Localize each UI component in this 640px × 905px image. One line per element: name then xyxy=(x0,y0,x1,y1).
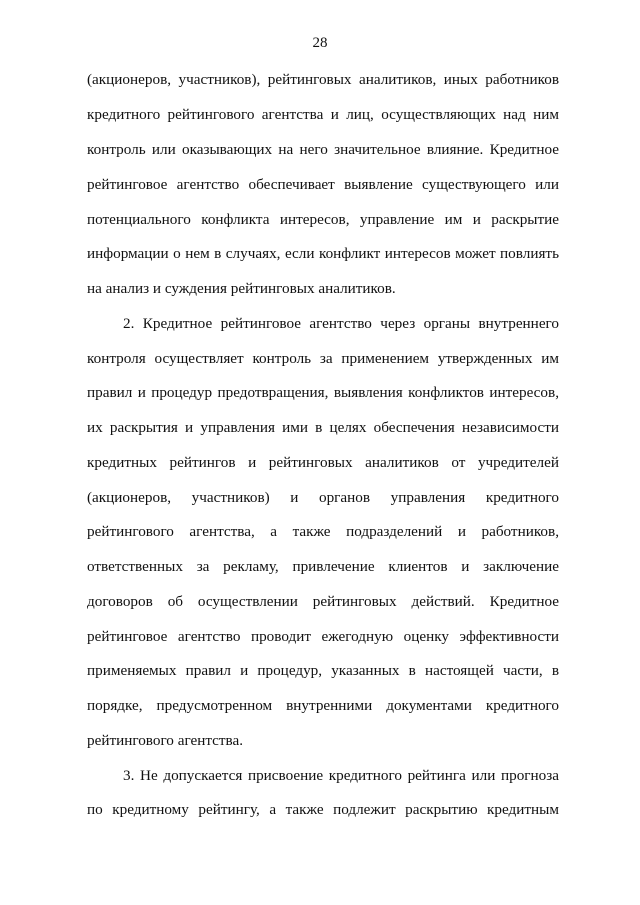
text-line-6: информации о нем в случаях, если конфликт интересов может повлиять xyxy=(87,245,559,262)
text-line-12: кредитных рейтингов и рейтинговых аналитиков от учредителей xyxy=(87,454,559,471)
text-line-10: правил и процедур предотвращения, выявления конфликтов интересов, xyxy=(87,384,559,401)
text-line-8: 2. Кредитное рейтинговое агентство через органы внутреннего xyxy=(123,315,559,332)
text-line-22: по кредитному рейтингу, а также подлежит раскрытию кредитным xyxy=(87,801,559,818)
text-line-13: (акционеров, участников) и органов управления кредитного xyxy=(87,489,559,506)
text-line-21: 3. Не допускается присвоение кредитного рейтинга или прогноза xyxy=(123,767,559,784)
text-line-18: применяемых правил и процедур, указанных в настоящей части, в xyxy=(87,662,559,679)
text-line-11: их раскрытия и управления ими в целях обеспечения независимости xyxy=(87,419,559,436)
text-line-4: рейтинговое агентство обеспечивает выявление существующего или xyxy=(87,176,559,193)
text-line-2: кредитного рейтингового агентства и лиц, осуществляющих над ним xyxy=(87,106,559,123)
text-line-16: договоров об осуществлении рейтинговых действий. Кредитное xyxy=(87,593,559,610)
text-line-1: (акционеров, участников), рейтинговых аналитиков, иных работников xyxy=(87,71,559,88)
text-line-15: ответственных за рекламу, привлечение клиентов и заключение xyxy=(87,558,559,575)
text-line-19: порядке, предусмотренном внутренними документами кредитного xyxy=(87,697,559,714)
text-line-20: рейтингового агентства. xyxy=(87,732,244,749)
text-line-14: рейтингового агентства, а также подразделений и работников, xyxy=(87,523,559,540)
text-line-3: контроль или оказывающих на него значительное влияние. Кредитное xyxy=(87,141,559,158)
text-line-5: потенциального конфликта интересов, управление им и раскрытие xyxy=(87,211,559,228)
text-line-17: рейтинговое агентство проводит ежегодную оценку эффективности xyxy=(87,628,559,645)
text-line-9: контроля осуществляет контроль за применением утвержденных им xyxy=(87,350,559,367)
text-line-7: на анализ и суждения рейтинговых аналитиков. xyxy=(87,280,396,297)
page-number: 28 xyxy=(312,35,328,51)
